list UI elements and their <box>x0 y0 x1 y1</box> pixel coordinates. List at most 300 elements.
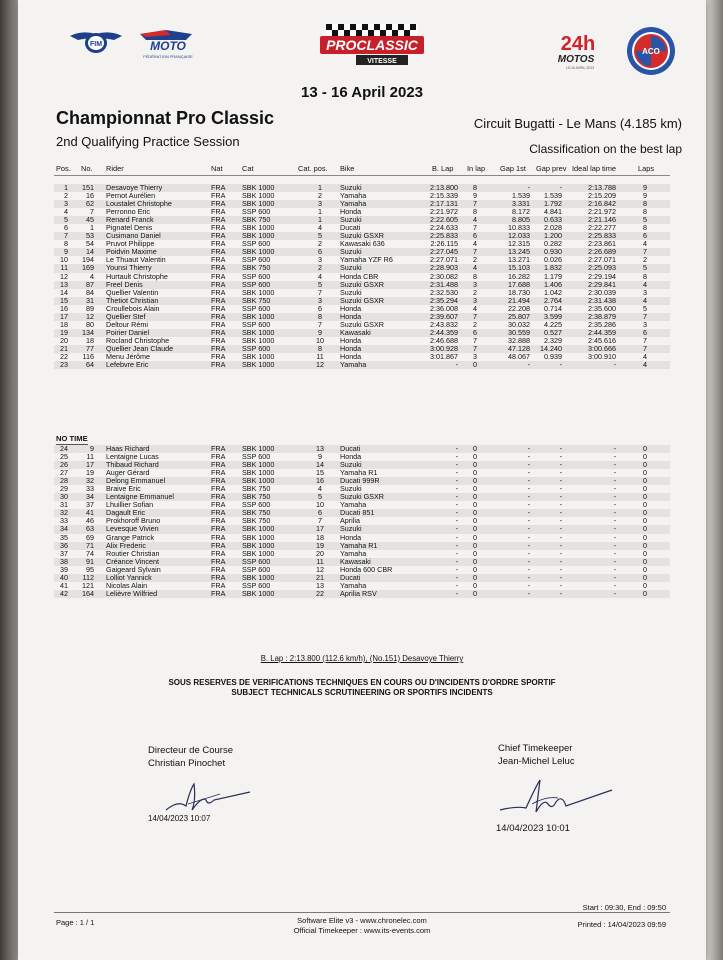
cell-gap1: 21.494 <box>508 295 530 305</box>
timed-results-table <box>54 184 670 369</box>
cell-gapprev: 4.841 <box>544 207 562 217</box>
cell-gap1: 13.271 <box>508 255 530 265</box>
race-director-signature <box>158 770 258 820</box>
cell-inlap: 0 <box>473 492 477 502</box>
best-lap-summary: B. Lap : 2:13.800 (112.6 km/h), (No.151) Desavoye Thierry <box>260 654 464 663</box>
cell-bike: Yamaha <box>340 548 367 558</box>
cell-gap1: - <box>527 564 530 574</box>
cell-no: 64 <box>86 360 94 370</box>
cell-nat: FRA <box>211 532 226 542</box>
cell-bike: Suzuki <box>340 524 362 534</box>
cell-gap1: - <box>527 484 530 494</box>
cell-cat: SBK 750 <box>242 484 271 494</box>
cell-pos: 24 <box>60 444 68 453</box>
cell-bike: Kawasaki 636 <box>340 239 385 249</box>
cell-inlap: 0 <box>473 540 477 550</box>
cell-laps: 0 <box>643 524 647 534</box>
cell-cat: SBK 1000 <box>242 524 275 534</box>
cell-nat: FRA <box>211 191 226 201</box>
cell-bike: Yamaha R1 <box>340 540 378 550</box>
cell-ideal: - <box>613 492 616 502</box>
cell-inlap: 9 <box>473 191 477 201</box>
cell-inlap: 3 <box>473 279 477 289</box>
cell-gap1: - <box>527 572 530 582</box>
cell-pos: 11 <box>60 263 68 273</box>
cell-nat: FRA <box>211 271 226 281</box>
cell-pos: 12 <box>60 271 68 281</box>
cell-nat: FRA <box>211 556 226 566</box>
chief-timekeeper-signature <box>496 776 616 820</box>
cell-gap1: 12.033 <box>508 231 530 241</box>
cell-nat: FRA <box>211 255 226 265</box>
cell-gap1: - <box>527 532 530 542</box>
cell-bike: Kawasaki <box>340 556 371 566</box>
cell-pos: 40 <box>60 572 68 582</box>
cell-no: 18 <box>86 335 94 345</box>
cell-pos: 25 <box>60 452 68 462</box>
cell-inlap: 6 <box>473 231 477 241</box>
cell-pos: 41 <box>60 580 68 590</box>
cell-catpos: 19 <box>316 540 324 550</box>
cell-inlap: 0 <box>473 508 477 518</box>
cell-no: 151 <box>82 183 94 192</box>
cell-gap1: - <box>527 524 530 534</box>
cell-catpos: 15 <box>316 468 324 478</box>
cell-rider: Freel Denis <box>106 279 143 289</box>
cell-blap: 2:46.688 <box>430 335 458 345</box>
circuit-name: Circuit Bugatti - Le Mans (4.185 km) <box>473 116 682 131</box>
cell-pos: 9 <box>64 247 68 257</box>
cell-cat: SSP 600 <box>242 303 271 313</box>
cell-catpos: 3 <box>318 199 322 209</box>
cell-no: 63 <box>86 524 94 534</box>
cell-laps: 6 <box>643 327 647 337</box>
cell-catpos: 4 <box>318 271 322 281</box>
cell-pos: 34 <box>60 524 68 534</box>
cell-laps: 8 <box>643 223 647 233</box>
cell-rider: Lhuillier Sofian <box>106 500 154 510</box>
cell-rider: Desavoye Thierry <box>106 183 163 192</box>
cell-pos: 6 <box>64 223 68 233</box>
cell-laps: 0 <box>643 508 647 518</box>
cell-bike: Honda <box>340 207 362 217</box>
cell-ideal: 2:27.071 <box>588 255 616 265</box>
classification-type: Classification on the best lap <box>529 142 682 156</box>
cell-rider: Menu Jérôme <box>106 351 150 361</box>
cell-catpos: 5 <box>318 279 322 289</box>
cell-nat: FRA <box>211 287 226 297</box>
cell-rider: Nicolas Alain <box>106 580 148 590</box>
cell-gap1: 30.032 <box>508 319 530 329</box>
cell-laps: 0 <box>643 580 647 590</box>
software-line: Software Elite v3 - www.chronelec.com <box>297 916 427 925</box>
cell-gap1: 25.807 <box>508 311 530 321</box>
cell-nat: FRA <box>211 223 226 233</box>
cell-ideal: 2:35.600 <box>588 303 616 313</box>
col-catpos: Cat. pos. <box>298 164 328 173</box>
col-rider: Rider <box>106 164 124 173</box>
col-no: No. <box>81 164 93 173</box>
cell-gap1: - <box>527 556 530 566</box>
reserve-notice-fr: SOUS RESERVES DE VERIFICATIONS TECHNIQUES EN COURS OU D'INCIDENTS D'ORDRE SPORTIF <box>168 678 556 687</box>
cell-gap1: - <box>527 468 530 478</box>
col-inlap: In lap <box>467 164 486 173</box>
cell-pos: 38 <box>60 556 68 566</box>
cell-gapprev: - <box>559 556 562 566</box>
cell-blap: - <box>455 460 458 470</box>
cell-inlap: 2 <box>473 255 477 265</box>
cell-bike: Ducati <box>340 223 361 233</box>
cell-nat: FRA <box>211 508 226 518</box>
cell-gap1: 30.559 <box>508 327 530 337</box>
cell-catpos: 7 <box>318 287 322 297</box>
cell-pos: 8 <box>64 239 68 249</box>
cell-blap: 2:13.800 <box>430 183 458 192</box>
svg-text:24h: 24h <box>560 33 596 55</box>
cell-catpos: 17 <box>316 524 324 534</box>
cell-nat: FRA <box>211 468 226 478</box>
cell-laps: 5 <box>643 215 647 225</box>
cell-catpos: 6 <box>318 303 322 313</box>
cell-pos: 19 <box>60 327 68 337</box>
cell-rider: Perronno Eric <box>106 207 150 217</box>
cell-blap: 2:24.633 <box>430 223 458 233</box>
cell-bike: Ducati 999R <box>340 476 380 486</box>
cell-rider: Dagault Eric <box>106 508 146 518</box>
cell-no: 9 <box>90 444 94 453</box>
cell-blap: - <box>455 360 458 370</box>
cell-pos: 21 <box>60 343 68 353</box>
cell-laps: 4 <box>643 351 647 361</box>
cell-inlap: 0 <box>473 580 477 590</box>
cell-nat: FRA <box>211 183 226 192</box>
cell-inlap: 0 <box>473 572 477 582</box>
cell-bike: Honda <box>340 303 362 313</box>
cell-rider: Pruvot Philippe <box>106 239 155 249</box>
cell-nat: FRA <box>211 351 226 361</box>
cell-no: 7 <box>90 207 94 217</box>
cell-catpos: 6 <box>318 508 322 518</box>
chief-timekeeper-title: Chief Timekeeper <box>498 743 573 754</box>
cell-nat: FRA <box>211 476 226 486</box>
cell-ideal: 2:35.286 <box>588 319 616 329</box>
cell-nat: FRA <box>211 516 226 526</box>
cell-gapprev: 3.599 <box>544 311 562 321</box>
cell-cat: SBK 1000 <box>242 468 275 478</box>
col-gapprev: Gap prev <box>536 164 567 173</box>
svg-text:FIM: FIM <box>89 41 103 48</box>
cell-blap: 2:25.833 <box>430 231 458 241</box>
cell-gap1: - <box>527 460 530 470</box>
cell-inlap: 0 <box>473 556 477 566</box>
cell-pos: 27 <box>60 468 68 478</box>
col-laps: Laps <box>638 164 655 173</box>
cell-inlap: 0 <box>473 500 477 510</box>
cell-ideal: 2:29.194 <box>588 271 616 281</box>
cell-ideal: 2:22.277 <box>588 223 616 233</box>
cell-pos: 36 <box>60 540 68 550</box>
cell-pos: 7 <box>64 231 68 241</box>
cell-catpos: 5 <box>318 231 322 241</box>
cell-pos: 22 <box>60 351 68 361</box>
cell-nat: FRA <box>211 247 226 257</box>
cell-catpos: 11 <box>316 556 324 566</box>
cell-bike: Suzuki <box>340 247 362 257</box>
cell-blap: - <box>455 484 458 494</box>
cell-gapprev: - <box>559 564 562 574</box>
cell-inlap: 0 <box>473 444 477 453</box>
cell-cat: SBK 1000 <box>242 327 275 337</box>
cell-nat: FRA <box>211 444 226 453</box>
cell-cat: SBK 1000 <box>242 540 275 550</box>
cell-laps: 7 <box>643 335 647 345</box>
cell-laps: 0 <box>643 532 647 542</box>
cell-no: 4 <box>90 271 94 281</box>
cell-laps: 8 <box>643 271 647 281</box>
cell-bike: Ducati <box>340 572 361 582</box>
cell-nat: FRA <box>211 311 226 321</box>
cell-laps: 6 <box>643 231 647 241</box>
cell-nat: FRA <box>211 524 226 534</box>
cell-ideal: - <box>613 580 616 590</box>
cell-catpos: 8 <box>318 343 322 353</box>
cell-no: 95 <box>86 564 94 574</box>
cell-nat: FRA <box>211 484 226 494</box>
cell-catpos: 20 <box>316 548 324 558</box>
cell-laps: 8 <box>643 199 647 209</box>
cell-rider: Croullebois Alain <box>106 303 160 313</box>
cell-nat: FRA <box>211 572 226 582</box>
cell-cat: SBK 1000 <box>242 191 275 201</box>
cell-rider: Grange Patrick <box>106 532 154 542</box>
cell-catpos: 6 <box>318 247 322 257</box>
cell-blap: 3:01.867 <box>430 351 458 361</box>
cell-ideal: - <box>613 540 616 550</box>
cell-catpos: 7 <box>318 319 322 329</box>
cell-nat: FRA <box>211 327 226 337</box>
cell-ideal: 2:15.209 <box>588 191 616 201</box>
cell-catpos: 9 <box>318 327 322 337</box>
cell-laps: 7 <box>643 311 647 321</box>
cell-cat: SBK 750 <box>242 516 271 526</box>
cell-rider: Prokhoroff Bruno <box>106 516 161 526</box>
cell-no: 194 <box>82 255 94 265</box>
cell-gapprev: - <box>559 183 562 192</box>
cell-nat: FRA <box>211 492 226 502</box>
cell-laps: 0 <box>643 588 647 598</box>
cell-catpos: 14 <box>316 460 324 470</box>
cell-catpos: 4 <box>318 223 322 233</box>
official-timekeeper-line: Official Timekeeper : www.its-events.com <box>293 926 431 935</box>
cell-gap1: - <box>527 548 530 558</box>
cell-nat: FRA <box>211 452 226 462</box>
race-director-date: 14/04/2023 10:07 <box>148 814 211 823</box>
cell-laps: 9 <box>643 191 647 201</box>
cell-ideal: - <box>613 452 616 462</box>
cell-pos: 5 <box>64 215 68 225</box>
cell-laps: 0 <box>643 492 647 502</box>
cell-no: 14 <box>86 247 94 257</box>
cell-ideal: - <box>613 556 616 566</box>
cell-rider: Cusimano Daniel <box>106 231 161 241</box>
cell-blap: - <box>455 564 458 574</box>
cell-laps: 9 <box>643 183 647 192</box>
cell-cat: SBK 1000 <box>242 183 275 192</box>
cell-rider: Haas Richard <box>106 444 150 453</box>
cell-nat: FRA <box>211 580 226 590</box>
cell-pos: 13 <box>60 279 68 289</box>
cell-gapprev: - <box>559 548 562 558</box>
cell-catpos: 18 <box>316 532 324 542</box>
cell-cat: SBK 1000 <box>242 311 275 321</box>
cell-laps: 0 <box>643 460 647 470</box>
cell-inlap: 0 <box>473 516 477 526</box>
cell-ideal: 2:23.861 <box>588 239 616 249</box>
cell-ideal: 3:00.910 <box>588 351 616 361</box>
cell-laps: 4 <box>643 239 647 249</box>
cell-pos: 26 <box>60 460 68 470</box>
cell-ideal: - <box>613 524 616 534</box>
cell-gapprev: 0.930 <box>544 247 562 257</box>
cell-bike: Yamaha R1 <box>340 468 378 478</box>
printed-timestamp: Printed : 14/04/2023 09:59 <box>577 920 666 929</box>
cell-cat: SBK 1000 <box>242 199 275 209</box>
cell-bike: Suzuki <box>340 183 362 192</box>
cell-gap1: 8.805 <box>512 215 530 225</box>
cell-rider: Quellier Valentin <box>106 287 159 297</box>
cell-cat: SSP 600 <box>242 343 271 353</box>
cell-nat: FRA <box>211 303 226 313</box>
cell-inlap: 0 <box>473 468 477 478</box>
cell-rider: Routier Christian <box>106 548 160 558</box>
cell-inlap: 4 <box>473 239 477 249</box>
cell-ideal: 2:38.879 <box>588 311 616 321</box>
cell-no: 31 <box>86 295 94 305</box>
cell-blap: - <box>455 476 458 486</box>
cell-no: 62 <box>86 199 94 209</box>
cell-nat: FRA <box>211 319 226 329</box>
cell-bike: Yamaha YZF R6 <box>340 255 393 265</box>
cell-ideal: - <box>613 532 616 542</box>
cell-laps: 0 <box>643 452 647 462</box>
cell-gapprev: - <box>559 532 562 542</box>
cell-cat: SBK 1000 <box>242 231 275 241</box>
cell-no: 169 <box>82 263 94 273</box>
cell-cat: SBK 1000 <box>242 476 275 486</box>
cell-ideal: 2:21.972 <box>588 207 616 217</box>
cell-bike: Suzuki <box>340 484 362 494</box>
cell-inlap: 7 <box>473 311 477 321</box>
cell-gap1: 16.282 <box>508 271 530 281</box>
page-number: Page : 1 / 1 <box>56 918 95 927</box>
cell-pos: 30 <box>60 492 68 502</box>
cell-gapprev: 0.527 <box>544 327 562 337</box>
cell-inlap: 7 <box>473 335 477 345</box>
cell-blap: - <box>455 532 458 542</box>
no-time-results-table <box>54 445 670 598</box>
cell-blap: - <box>455 452 458 462</box>
svg-text:15-16 AVRIL 2023: 15-16 AVRIL 2023 <box>565 66 595 70</box>
cell-gap1: - <box>527 452 530 462</box>
cell-rider: Alix Frederic <box>106 540 146 550</box>
col-ideal: Ideal lap time <box>572 164 616 173</box>
cell-gapprev: - <box>559 460 562 470</box>
svg-text:VITESSE: VITESSE <box>367 58 397 65</box>
session-name: 2nd Qualifying Practice Session <box>56 134 240 149</box>
cell-bike: Suzuki <box>340 263 362 273</box>
cell-ideal: - <box>613 516 616 526</box>
cell-no: 69 <box>86 532 94 542</box>
cell-pos: 28 <box>60 476 68 486</box>
cell-gap1: 10.833 <box>508 223 530 233</box>
cell-catpos: 1 <box>318 215 322 225</box>
cell-no: 1 <box>90 223 94 233</box>
cell-rider: Deltour Rémi <box>106 319 148 329</box>
cell-ideal: - <box>613 484 616 494</box>
cell-gap1: 15.103 <box>508 263 530 273</box>
cell-bike: Suzuki GSXR <box>340 492 384 502</box>
col-nat: Nat <box>211 164 223 173</box>
cell-ideal: 2:16.842 <box>588 199 616 209</box>
cell-bike: Yamaha <box>340 199 367 209</box>
cell-laps: 0 <box>643 516 647 526</box>
chief-timekeeper-name: Jean-Michel Leluc <box>498 756 575 767</box>
cell-blap: - <box>455 444 458 453</box>
cell-pos: 35 <box>60 532 68 542</box>
cell-ideal: - <box>613 360 616 370</box>
cell-laps: 3 <box>643 319 647 329</box>
cell-pos: 39 <box>60 564 68 574</box>
cell-catpos: 21 <box>316 572 324 582</box>
cell-cat: SBK 1000 <box>242 588 275 598</box>
cell-laps: 0 <box>643 556 647 566</box>
cell-inlap: 0 <box>473 452 477 462</box>
cell-ideal: - <box>613 564 616 574</box>
cell-rider: Thetiot Christian <box>106 295 159 305</box>
cell-pos: 3 <box>64 199 68 209</box>
cell-bike: Honda <box>340 452 362 462</box>
cell-gapprev: - <box>559 476 562 486</box>
cell-gapprev: 2.329 <box>544 335 562 345</box>
cell-catpos: 12 <box>316 564 324 574</box>
cell-gapprev: - <box>559 572 562 582</box>
cell-rider: Quellier Jean Claude <box>106 343 174 353</box>
cell-no: 121 <box>82 580 94 590</box>
svg-text:PROCLASSIC: PROCLASSIC <box>326 37 418 53</box>
cell-bike: Honda <box>340 343 362 353</box>
cell-gapprev: 0.026 <box>544 255 562 265</box>
cell-gapprev: 2.764 <box>544 295 562 305</box>
cell-ideal: - <box>613 444 616 453</box>
cell-gapprev: - <box>559 492 562 502</box>
cell-laps: 0 <box>643 572 647 582</box>
cell-gap1: - <box>527 516 530 526</box>
cell-nat: FRA <box>211 500 226 510</box>
table-row <box>54 477 670 485</box>
cell-gapprev: 0.714 <box>544 303 562 313</box>
cell-ideal: - <box>613 508 616 518</box>
cell-blap: 2:17.131 <box>430 199 458 209</box>
cell-pos: 10 <box>60 255 68 265</box>
cell-cat: SBK 1000 <box>242 444 275 453</box>
cell-blap: 2:27.045 <box>430 247 458 257</box>
cell-ideal: - <box>613 460 616 470</box>
cell-catpos: 10 <box>316 335 324 345</box>
cell-catpos: 2 <box>318 191 322 201</box>
cell-bike: Ducati 851 <box>340 508 375 518</box>
cell-rider: Rocland Christophe <box>106 335 170 345</box>
cell-no: 34 <box>86 492 94 502</box>
